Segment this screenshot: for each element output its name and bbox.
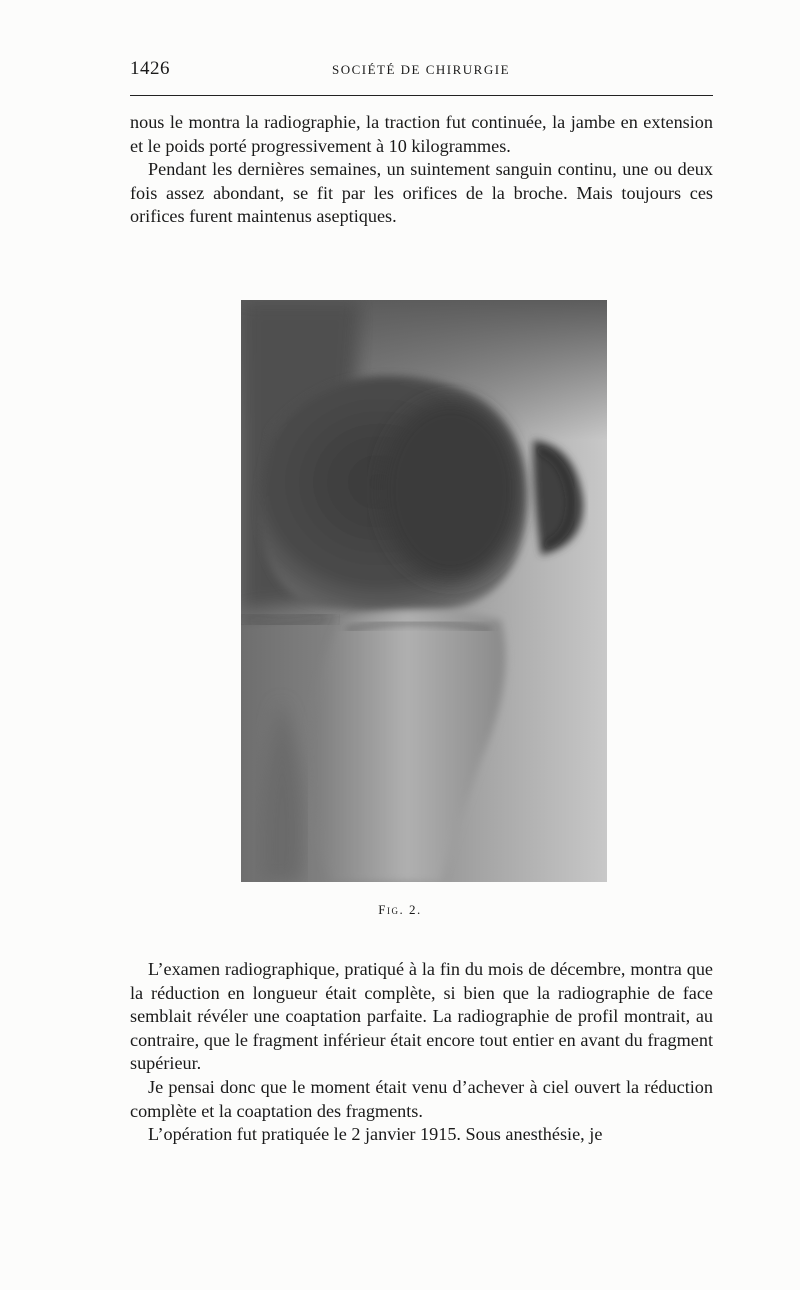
radiograph-image <box>241 300 607 882</box>
paragraph: nous le montra la radiographie, la traction fut continuée, la jambe en extension et le poids porté progressivement à 10 kilogrammes. <box>130 112 713 156</box>
bottom-text-block <box>130 958 713 1147</box>
page-header <box>130 58 712 88</box>
figure-caption: Fig. 2. <box>378 902 422 917</box>
paragraph: Je pensai donc que le moment était venu d’achever à ciel ouvert la réduction complète et la coaptation des fragments. <box>130 1076 713 1121</box>
paragraph: L’opération fut pratiquée le 2 janvier 1915. Sous anesthésie, je <box>148 1124 603 1145</box>
running-title: SOCIÉTÉ DE CHIRURGIE <box>331 62 511 77</box>
paragraph: L’examen radiographique, pratiqué à la fin du mois de décembre, montra que la réduction en longueur était complète, si bien que la radiographie de face semblait révéler une coaptation parfaite. La radiographie de profil montrait, au contraire, que le fragment inférieur était encore tout entier en avant du fragment supérieur. <box>130 959 713 1074</box>
radiograph-figure <box>241 300 607 882</box>
page-number: 1426 <box>130 58 170 79</box>
header-rule <box>130 95 713 96</box>
paragraph: Pendant les dernières semaines, un suintement sanguin continu, une ou deux fois assez abondant, se fit par les orifices de la broche. Mais toujours ces orifices furent maintenus aseptiques. <box>130 159 713 227</box>
top-text-block <box>130 111 713 229</box>
